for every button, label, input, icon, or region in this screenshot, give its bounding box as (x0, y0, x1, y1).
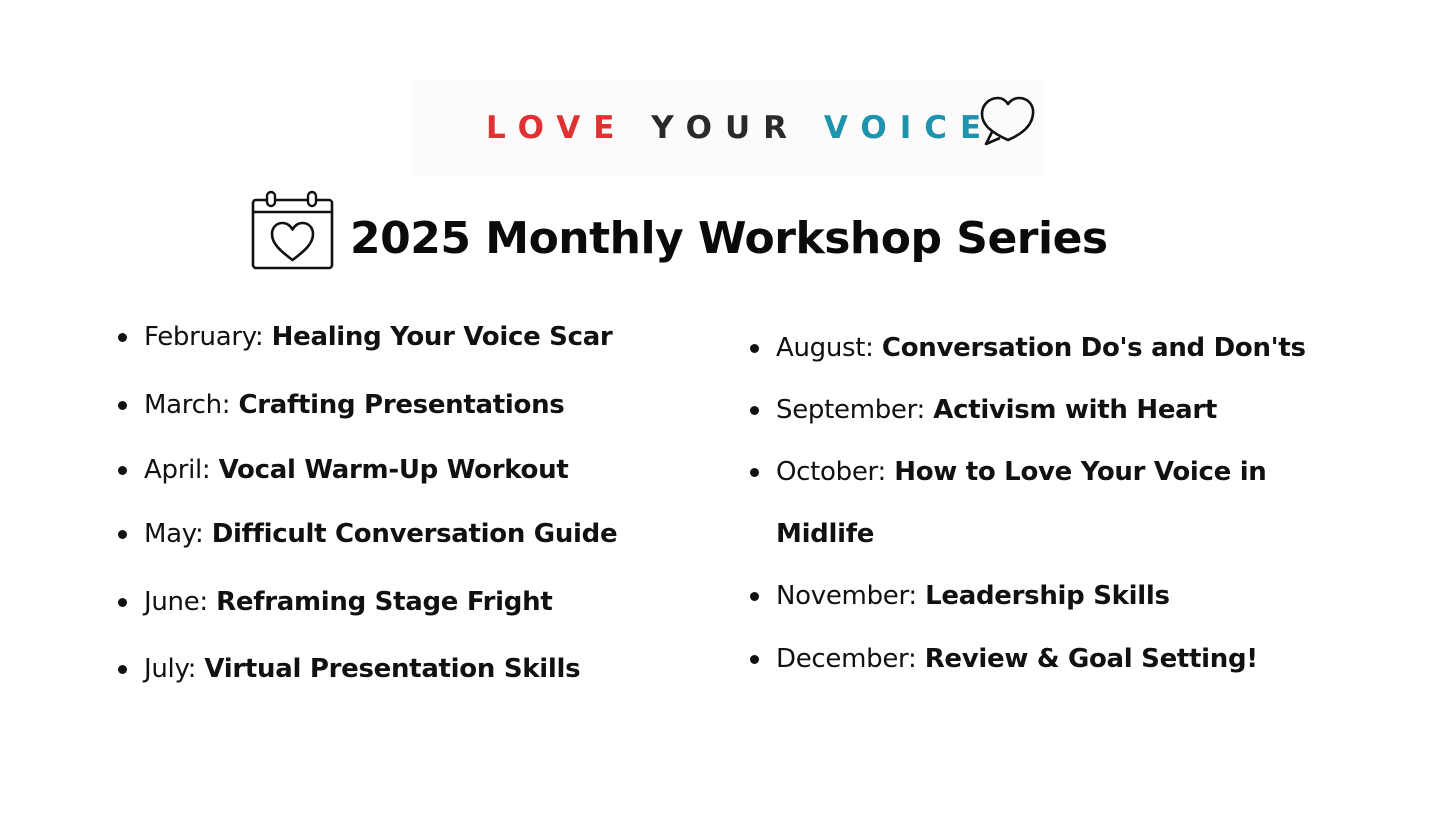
bullet-icon (750, 655, 759, 664)
month-label: March: (144, 390, 231, 420)
workshop-title: Activism with Heart (933, 395, 1218, 425)
workshop-title: Virtual Presentation Skills (204, 654, 581, 684)
bullet-icon (750, 344, 759, 353)
logo-wordmark (486, 109, 994, 147)
brand-logo (412, 80, 1044, 176)
workshop-title: Vocal Warm-Up Workout (218, 455, 569, 485)
bullet-icon (750, 468, 759, 477)
bullet-icon (118, 333, 127, 342)
page-title: 2025 Monthly Workshop Series (350, 213, 1108, 264)
workshop-title: Difficult Conversation Guide (211, 519, 618, 549)
bullet-icon (118, 401, 127, 410)
bullet-icon (118, 530, 127, 539)
workshop-title: Reframing Stage Fright (216, 587, 553, 617)
month-label: November: (776, 581, 917, 611)
month-label: August: (776, 333, 874, 363)
month-label: October: (776, 457, 886, 487)
month-label: May: (144, 519, 204, 549)
workshop-title: How to Love Your Voice in (894, 457, 1267, 487)
workshop-title: Conversation Do's and Don'ts (881, 333, 1306, 363)
bullet-icon (118, 466, 127, 475)
logo-word-your: YOUR (651, 110, 801, 146)
month-label: September: (776, 395, 926, 425)
month-label: April: (144, 455, 211, 485)
month-label: July: (144, 654, 197, 684)
workshop-title: Leadership Skills (925, 581, 1170, 611)
workshop-title: Midlife (776, 519, 875, 549)
speech-bubble-heart-icon (976, 94, 1036, 150)
bullet-icon (118, 598, 127, 607)
month-label: June: (144, 587, 208, 617)
bullet-icon (750, 406, 759, 415)
workshop-title: Review & Goal Setting! (924, 644, 1258, 674)
logo-word-love: LOVE (486, 110, 628, 146)
calendar-heart-icon (251, 190, 334, 272)
bullet-icon (118, 665, 127, 674)
bullet-icon (750, 592, 759, 601)
workshop-title: Healing Your Voice Scar (271, 322, 613, 352)
logo-word-voice: VOICE (823, 110, 995, 146)
month-label: February: (144, 322, 264, 352)
month-label: December: (776, 644, 917, 674)
workshop-title: Crafting Presentations (238, 390, 565, 420)
